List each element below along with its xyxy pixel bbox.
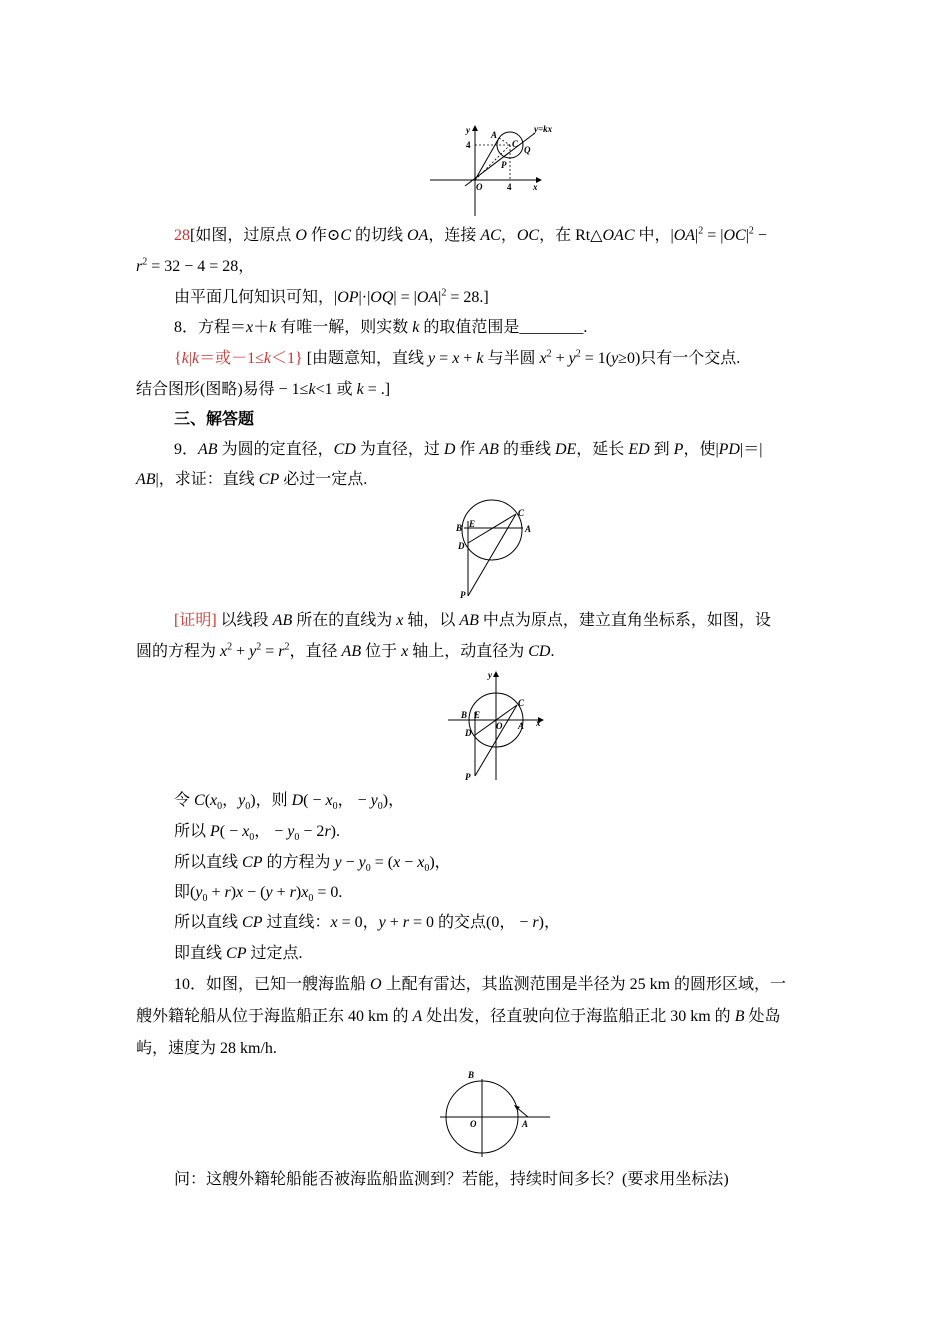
var: k <box>181 350 189 367</box>
proof-line-8 <box>174 944 302 964</box>
var: x <box>242 823 250 840</box>
text: = 0， <box>337 914 379 931</box>
text: 以线段 <box>216 612 273 629</box>
sup: 2 <box>227 641 233 653</box>
text: = <box>435 350 453 367</box>
text: 位于 <box>361 643 402 660</box>
figure-tangent-circle <box>430 120 570 220</box>
text: 所以 <box>174 823 211 840</box>
label-y: y <box>488 670 492 680</box>
var: r <box>289 884 296 901</box>
text: 艘外籍轮船从位于海监船正东 40 km 的 <box>136 1008 413 1025</box>
var: k <box>192 350 200 367</box>
var: y <box>370 792 378 809</box>
sub: 0 <box>365 863 371 875</box>
text: | = | <box>393 289 417 306</box>
text: ( <box>204 792 211 809</box>
var: AC <box>480 227 501 244</box>
label-o: O <box>476 182 483 192</box>
var: y <box>428 350 436 367</box>
var: y <box>238 792 246 809</box>
question-10-line-4 <box>174 1170 729 1190</box>
text: = 0 的交点(0， − <box>409 914 533 931</box>
text: | <box>438 289 442 306</box>
var: DE <box>554 441 577 458</box>
text: 9． <box>174 441 199 458</box>
var: x <box>301 884 309 901</box>
label-four-x: 4 <box>507 182 512 192</box>
text: )，则 <box>250 792 292 809</box>
label-e: E <box>469 519 476 529</box>
var: r <box>324 823 331 840</box>
sub: 0 <box>308 893 314 905</box>
circle <box>462 500 522 560</box>
var: OA <box>673 227 696 244</box>
var: r <box>224 884 231 901</box>
var: O <box>295 227 307 244</box>
var: P <box>673 441 684 458</box>
var: r <box>402 914 409 931</box>
text: = .] <box>363 381 391 398</box>
var: C <box>194 792 205 809</box>
proof-line-1 <box>174 611 771 631</box>
text: ，在 Rt△ <box>539 227 603 244</box>
text: = 0. <box>313 884 343 901</box>
proof-line-5 <box>174 853 451 873</box>
text: [由题意知，直线 <box>302 350 429 367</box>
text: 令 <box>174 792 195 809</box>
var: k <box>308 381 316 398</box>
label-line: y=kx <box>534 124 553 134</box>
var: k <box>476 350 484 367</box>
text: 问：这艘外籍轮船能否被海监船监测到？若能，持续时间多长？(要求用坐标法) <box>174 1171 729 1188</box>
text: + <box>385 914 403 931</box>
text: 中，| <box>634 227 674 244</box>
text: |＝| <box>739 441 763 458</box>
var: CP <box>242 854 263 871</box>
text: = 32 − 4 = 28， <box>147 258 255 275</box>
answer-8-line-1 <box>174 349 740 369</box>
text: )， <box>382 792 405 809</box>
var: O <box>370 976 382 993</box>
text: |，求证：直线 <box>155 471 259 488</box>
question-10-line-2 <box>136 1007 780 1027</box>
text: ＝或－1≤ <box>199 350 264 367</box>
var: CP <box>242 914 263 931</box>
sup: 2 <box>575 348 581 360</box>
text: ≥0)只有一个交点. <box>618 350 741 367</box>
var: PD <box>718 441 740 458</box>
label-c: C <box>518 698 525 708</box>
label-x: x <box>536 718 541 728</box>
label-b: B <box>461 710 468 720</box>
text: + <box>551 350 569 367</box>
sup: 2 <box>748 225 754 237</box>
text: − <box>753 227 767 244</box>
var: r <box>136 258 143 275</box>
var: B <box>734 1008 745 1025</box>
text: 处出发，径直驶向位于海监船正北 30 km 的 <box>422 1008 735 1025</box>
var: y <box>287 823 295 840</box>
text: ，直径 <box>289 643 342 660</box>
sup: 2 <box>256 641 262 653</box>
answer-7-line-2 <box>136 257 254 277</box>
var: x <box>417 854 425 871</box>
label-a: A <box>522 1119 529 1129</box>
text: 轴上，动直径为 <box>408 643 529 660</box>
var: x <box>539 350 547 367</box>
label-a: A <box>491 130 498 140</box>
text: ， − <box>254 823 288 840</box>
text: 即( <box>174 884 196 901</box>
var: CD <box>528 643 551 660</box>
proof-line-2 <box>136 642 554 662</box>
sub: 0 <box>202 893 208 905</box>
text: 为直径，过 <box>355 441 444 458</box>
sub: 0 <box>249 832 255 844</box>
sup: 2 <box>546 348 552 360</box>
text: ， <box>500 227 517 244</box>
label-b: B <box>456 523 463 533</box>
var: x <box>246 319 254 336</box>
label-b: B <box>468 1070 475 1080</box>
proof-line-3 <box>174 791 404 811</box>
label-p: P <box>501 160 507 170</box>
answer-value: 28 <box>174 227 190 244</box>
answer-8-line-2 <box>136 380 390 400</box>
label-p: P <box>465 772 471 782</box>
sup: 2 <box>698 225 704 237</box>
y-axis-arrow <box>493 671 499 677</box>
proof-line-6 <box>174 883 342 903</box>
text: [如图，过原点 <box>190 227 296 244</box>
answer-value <box>174 350 303 367</box>
text: 由平面几何知识可知，| <box>174 289 338 306</box>
text: = ( <box>370 854 394 871</box>
sup: 2 <box>441 287 447 299</box>
var: AB <box>272 612 293 629</box>
text: 的方程为 <box>262 854 335 871</box>
var: x <box>452 350 460 367</box>
label-four-y: 4 <box>466 140 471 150</box>
text: 轴，以 <box>403 612 460 629</box>
text: − 2 <box>299 823 325 840</box>
text: 必过一定点. <box>279 471 368 488</box>
text: ，连接 <box>428 227 481 244</box>
text: . <box>550 643 555 660</box>
sup: 2 <box>142 256 148 268</box>
answer-7-line-1 <box>174 226 767 246</box>
text: 所在的直线为 <box>292 612 397 629</box>
text: 结合图形(图略)易得 − 1≤ <box>136 381 309 398</box>
var: k <box>356 381 364 398</box>
var: k <box>412 319 420 336</box>
text: 过定点. <box>246 945 303 962</box>
text: + <box>232 643 250 660</box>
text: − <box>400 854 418 871</box>
text: )， <box>538 914 560 931</box>
text: 所以直线 <box>174 914 243 931</box>
var: OC <box>723 227 746 244</box>
text: ， <box>222 792 239 809</box>
var: y <box>611 350 619 367</box>
text: + <box>272 884 290 901</box>
answer-7-line-3 <box>174 288 489 308</box>
text: 所以直线 <box>174 854 243 871</box>
var: CD <box>333 441 356 458</box>
var: y <box>358 854 366 871</box>
text: 作 <box>455 441 480 458</box>
figure-coordinate-circle <box>446 668 556 784</box>
var: x <box>330 914 338 931</box>
text: 与半圆 <box>483 350 540 367</box>
label-p: P <box>460 590 466 600</box>
text: ) <box>295 884 302 901</box>
text: = 28.] <box>446 289 489 306</box>
var: OP <box>337 289 359 306</box>
var: x <box>396 612 404 629</box>
text: 作⊙ <box>306 227 341 244</box>
label-c: C <box>518 508 525 518</box>
text: |·| <box>358 289 371 306</box>
var: y <box>249 643 257 660</box>
text: = | <box>703 227 724 244</box>
text: 的取值范围是________. <box>419 319 588 336</box>
text: ( − <box>219 823 243 840</box>
text: 8．方程＝ <box>174 319 247 336</box>
var: D <box>291 792 304 809</box>
var: A <box>412 1008 423 1025</box>
sub: 0 <box>332 801 338 813</box>
sub: 0 <box>245 801 251 813</box>
text: 的切线 <box>351 227 408 244</box>
question-10-line-3 <box>136 1039 277 1059</box>
question-9-line-1 <box>174 440 762 460</box>
sub: 0 <box>424 863 430 875</box>
text: 有唯一解，则实数 <box>276 319 413 336</box>
var: x <box>210 792 218 809</box>
label-e: E <box>474 710 481 720</box>
var: y <box>568 350 576 367</box>
tangent-oa <box>475 138 499 180</box>
text: { <box>174 350 182 367</box>
text: 10．如图，已知一艘海监船 <box>174 976 371 993</box>
text: | <box>695 227 699 244</box>
text: ). <box>330 823 340 840</box>
text: 中点为原点，建立直角坐标系，如图，设 <box>478 612 771 629</box>
y-axis-arrow <box>472 125 478 131</box>
text: ＜1} <box>271 350 303 367</box>
label-d: D <box>465 728 472 738</box>
sub: 0 <box>294 832 300 844</box>
text: ( − <box>303 792 326 809</box>
text: | <box>188 350 192 367</box>
text: ) <box>230 884 237 901</box>
var: AB <box>479 441 499 458</box>
text: 处岛 <box>744 1008 781 1025</box>
figure-radar <box>436 1067 556 1163</box>
var: y <box>378 914 386 931</box>
var: AB <box>341 643 362 660</box>
label-o: O <box>470 1119 477 1129</box>
section-heading: 三、解答题 <box>174 411 255 428</box>
var: x <box>401 643 409 660</box>
text: + <box>459 350 477 367</box>
text: 上配有雷达，其监测范围是半径为 25 km 的圆形区域，一 <box>381 976 787 993</box>
text: ＋ <box>253 319 270 336</box>
var: AB <box>198 441 218 458</box>
text: = <box>261 643 279 660</box>
text: − <box>341 854 359 871</box>
proof-tag: [证明] <box>174 612 217 629</box>
var: r <box>278 643 285 660</box>
var: ED <box>628 441 650 458</box>
text: ，使| <box>683 441 719 458</box>
label-y: y <box>466 125 470 135</box>
label-d: D <box>458 541 465 551</box>
var: x <box>236 884 244 901</box>
text: <1 或 <box>315 381 357 398</box>
question-8 <box>174 318 587 338</box>
text: 的垂线 <box>498 441 555 458</box>
var: x <box>220 643 228 660</box>
text: − ( <box>243 884 266 901</box>
var: CP <box>258 471 280 488</box>
var: y <box>195 884 203 901</box>
text: 即直线 <box>174 945 227 962</box>
text: )， <box>429 854 451 871</box>
var: CP <box>226 945 247 962</box>
var: x <box>393 854 401 871</box>
var: y <box>334 854 342 871</box>
text: 过直线： <box>262 914 331 931</box>
label-o: O <box>496 721 503 731</box>
question-9-line-2 <box>136 470 367 490</box>
sup: 2 <box>284 641 290 653</box>
var: k <box>269 319 277 336</box>
label-x: x <box>533 182 538 192</box>
var: x <box>325 792 333 809</box>
var: AB <box>136 471 156 488</box>
var: OQ <box>370 289 394 306</box>
label-a: A <box>525 524 532 534</box>
segment-ac <box>499 138 510 145</box>
proof-line-7 <box>174 913 560 933</box>
var: P <box>210 823 220 840</box>
var: OC <box>516 227 540 244</box>
text: 屿，速度为 28 km/h. <box>136 1040 277 1057</box>
question-10-line-1 <box>174 975 786 995</box>
proof-line-4 <box>174 822 340 842</box>
label-a: A <box>518 721 525 731</box>
var: OA <box>407 227 429 244</box>
text: + <box>207 884 225 901</box>
text: 到 <box>649 441 674 458</box>
figure-circle-diameter <box>450 498 540 602</box>
var: r <box>532 914 539 931</box>
sub: 0 <box>377 801 383 813</box>
var: C <box>340 227 351 244</box>
text: ，延长 <box>576 441 629 458</box>
var: OA <box>416 289 439 306</box>
text: | <box>745 227 749 244</box>
text: 圆的方程为 <box>136 643 221 660</box>
label-c: C <box>512 139 519 149</box>
var: AB <box>459 612 479 629</box>
label-q: Q <box>524 145 531 155</box>
var: D <box>443 441 456 458</box>
var: k <box>263 350 272 367</box>
text: ， − <box>337 792 371 809</box>
text: 为圆的定直径， <box>217 441 334 458</box>
sub: 0 <box>217 801 223 813</box>
var: y <box>265 884 273 901</box>
var: OAC <box>602 227 635 244</box>
text: = 1( <box>580 350 612 367</box>
